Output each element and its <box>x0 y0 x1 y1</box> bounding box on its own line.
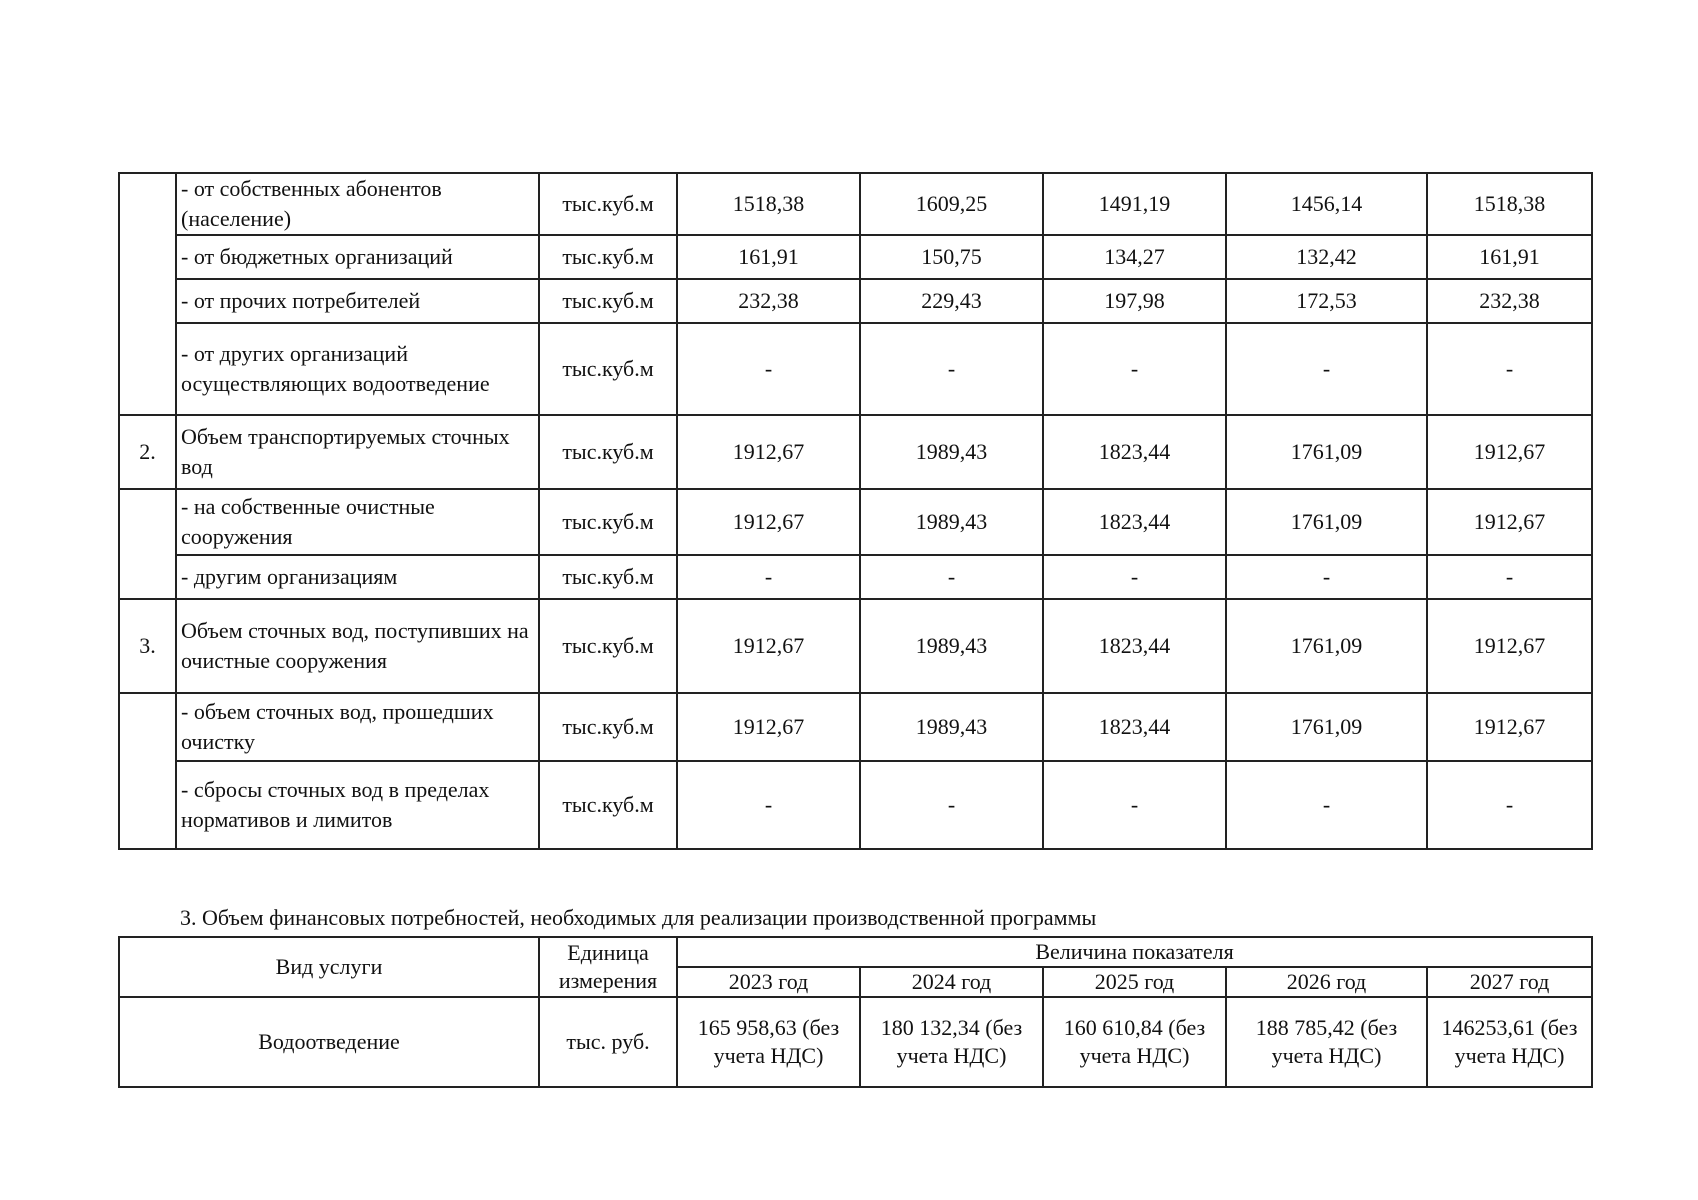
production-volume-table <box>118 172 1593 850</box>
indicator-name-cell: Объем сточных вод, поступивших на очистные сооружения <box>176 599 539 693</box>
value-cell: 229,43 <box>860 279 1043 323</box>
year-header: 2025 год <box>1043 967 1226 997</box>
table-row <box>119 415 1592 489</box>
value-cell: 161,91 <box>1427 235 1592 279</box>
value-cell: 161,91 <box>677 235 860 279</box>
table-row <box>119 489 1592 555</box>
value-cell: 165 958,63 (без учета НДС) <box>677 997 860 1087</box>
table-row <box>119 235 1592 279</box>
table-row <box>119 279 1592 323</box>
unit-cell: тыс.куб.м <box>539 489 677 555</box>
year-header: 2026 год <box>1226 967 1427 997</box>
value-cell: 1823,44 <box>1043 489 1226 555</box>
value-cell: 1761,09 <box>1226 693 1427 761</box>
value-cell: - <box>677 761 860 849</box>
table-row <box>119 323 1592 415</box>
value-cell: 1761,09 <box>1226 415 1427 489</box>
unit-cell: тыс.куб.м <box>539 693 677 761</box>
indicator-name-cell: - от бюджетных организаций <box>176 235 539 279</box>
unit-cell: тыс.куб.м <box>539 555 677 599</box>
value-cell: - <box>1226 555 1427 599</box>
value-cell: 1989,43 <box>860 489 1043 555</box>
value-cell: 1491,19 <box>1043 173 1226 235</box>
value-cell: - <box>860 555 1043 599</box>
row-number-cell <box>119 555 176 599</box>
service-header: Вид услуги <box>119 937 539 997</box>
indicator-name-cell: - объем сточных вод, прошедших очистку <box>176 693 539 761</box>
value-cell: 180 132,34 (без учета НДС) <box>860 997 1043 1087</box>
indicator-name-cell: - от других организаций осуществляющих водоотведение <box>176 323 539 415</box>
unit-cell: тыс.куб.м <box>539 599 677 693</box>
value-cell: 172,53 <box>1226 279 1427 323</box>
table-row <box>119 599 1592 693</box>
value-cell: - <box>1226 323 1427 415</box>
year-header: 2024 год <box>860 967 1043 997</box>
unit-header: Единица измерения <box>539 937 677 997</box>
value-cell: 1761,09 <box>1226 599 1427 693</box>
value-cell: 160 610,84 (без учета НДС) <box>1043 997 1226 1087</box>
value-cell: 1518,38 <box>1427 173 1592 235</box>
value-cell: 1912,67 <box>677 415 860 489</box>
value-cell: - <box>1043 761 1226 849</box>
value-cell: 150,75 <box>860 235 1043 279</box>
table-row <box>119 761 1592 849</box>
value-cell: 146253,61 (без учета НДС) <box>1427 997 1592 1087</box>
row-number-cell <box>119 279 176 323</box>
value-cell: - <box>860 323 1043 415</box>
value-cell: 1609,25 <box>860 173 1043 235</box>
value-cell: 1823,44 <box>1043 693 1226 761</box>
value-cell: - <box>1226 761 1427 849</box>
unit-cell: тыс.куб.м <box>539 279 677 323</box>
value-cell: 1912,67 <box>1427 599 1592 693</box>
value-cell: 1761,09 <box>1226 489 1427 555</box>
row-number-cell: 2. <box>119 415 176 489</box>
unit-cell: тыс. руб. <box>539 997 677 1087</box>
indicator-name-cell: - на собственные очистные сооружения <box>176 489 539 555</box>
value-cell: - <box>1427 323 1592 415</box>
service-cell: Водоотведение <box>119 997 539 1087</box>
indicator-name-cell: - от прочих потребителей <box>176 279 539 323</box>
year-header: 2023 год <box>677 967 860 997</box>
table-row <box>119 173 1592 235</box>
value-cell: 132,42 <box>1226 235 1427 279</box>
value-cell: 1912,67 <box>1427 693 1592 761</box>
value-cell: 1912,67 <box>1427 415 1592 489</box>
value-cell: 1912,67 <box>677 599 860 693</box>
table-row <box>119 997 1592 1087</box>
table-row <box>119 693 1592 761</box>
value-cell: 188 785,42 (без учета НДС) <box>1226 997 1427 1087</box>
value-cell: - <box>1043 555 1226 599</box>
value-cell: - <box>1427 555 1592 599</box>
row-number-cell: 3. <box>119 599 176 693</box>
value-cell: 232,38 <box>677 279 860 323</box>
table-header-row <box>119 937 1592 967</box>
value-cell: 1989,43 <box>860 415 1043 489</box>
value-cell: 1912,67 <box>677 693 860 761</box>
table-row <box>119 555 1592 599</box>
value-cell: - <box>1427 761 1592 849</box>
unit-cell: тыс.куб.м <box>539 323 677 415</box>
value-cell: 1989,43 <box>860 599 1043 693</box>
value-cell: 232,38 <box>1427 279 1592 323</box>
unit-cell: тыс.куб.м <box>539 415 677 489</box>
indicator-name-cell: - сбросы сточных вод в пределах нормативов и лимитов <box>176 761 539 849</box>
row-number-cell <box>119 323 176 415</box>
value-cell: 1518,38 <box>677 173 860 235</box>
value-cell: - <box>677 323 860 415</box>
year-header: 2027 год <box>1427 967 1592 997</box>
value-cell: 1989,43 <box>860 693 1043 761</box>
value-cell: 1912,67 <box>1427 489 1592 555</box>
value-cell: 1912,67 <box>677 489 860 555</box>
unit-cell: тыс.куб.м <box>539 173 677 235</box>
row-number-cell <box>119 173 176 235</box>
indicator-name-cell: - другим организациям <box>176 555 539 599</box>
unit-cell: тыс.куб.м <box>539 761 677 849</box>
value-group-header: Величина показателя <box>677 937 1592 967</box>
row-number-cell <box>119 761 176 849</box>
indicator-name-cell: - от собственных абонентов (население) <box>176 173 539 235</box>
financial-needs-table <box>118 936 1593 1088</box>
value-cell: - <box>860 761 1043 849</box>
value-cell: 1456,14 <box>1226 173 1427 235</box>
indicator-name-cell: Объем транспортируемых сточных вод <box>176 415 539 489</box>
row-number-cell <box>119 235 176 279</box>
row-number-cell <box>119 693 176 761</box>
value-cell: 197,98 <box>1043 279 1226 323</box>
section-3-heading: 3. Объем финансовых потребностей, необходимых для реализации производственной программы <box>180 905 1097 930</box>
value-cell: 1823,44 <box>1043 415 1226 489</box>
value-cell: 134,27 <box>1043 235 1226 279</box>
row-number-cell <box>119 489 176 555</box>
unit-cell: тыс.куб.м <box>539 235 677 279</box>
value-cell: - <box>677 555 860 599</box>
value-cell: 1823,44 <box>1043 599 1226 693</box>
value-cell: - <box>1043 323 1226 415</box>
